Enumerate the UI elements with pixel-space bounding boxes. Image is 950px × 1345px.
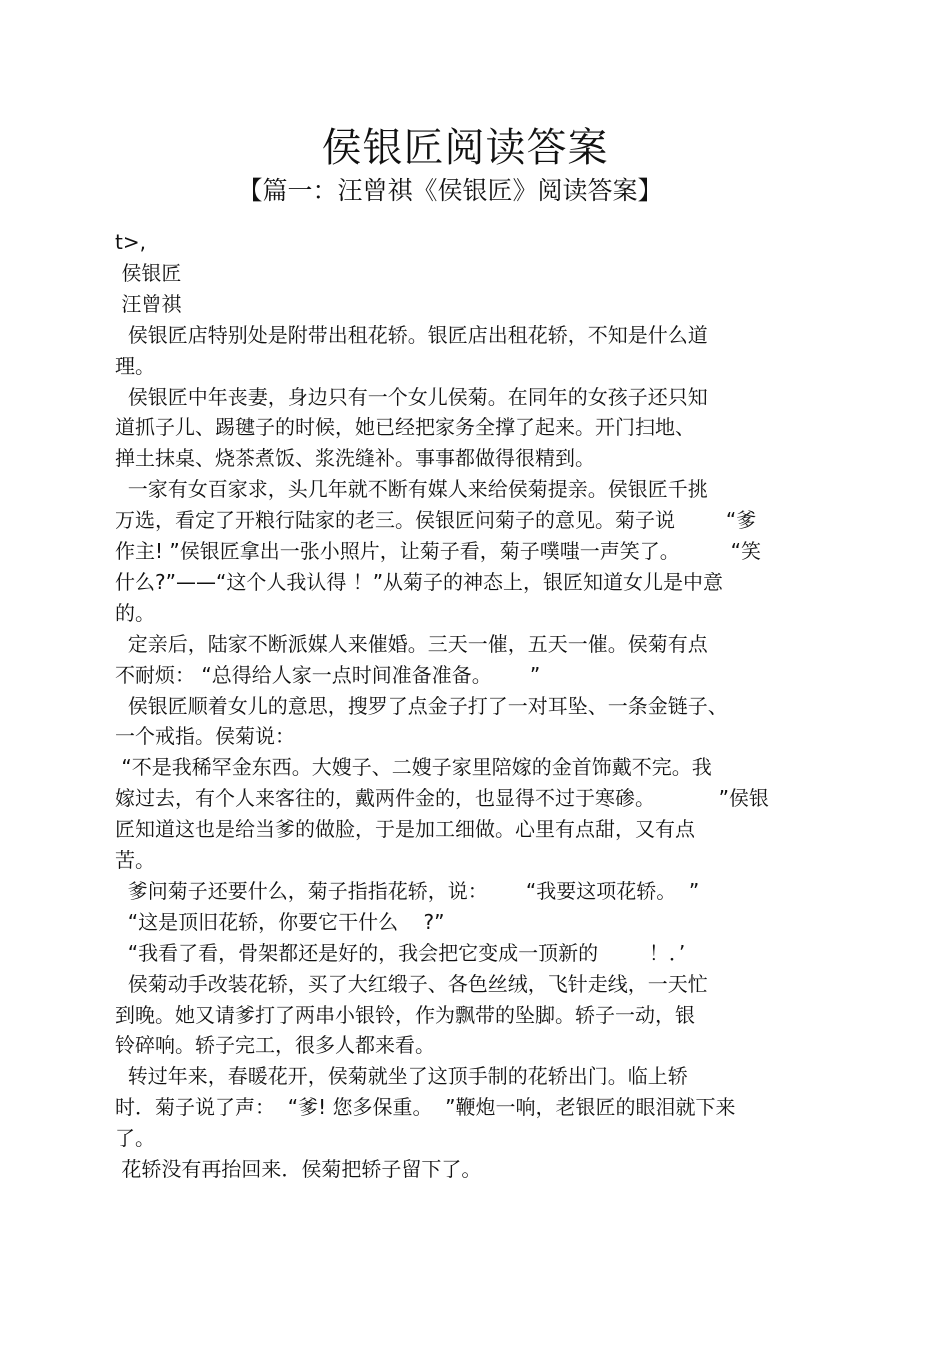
text-line: 爹问菊子还要什么，菊子指指花轿，说： “我要这项花轿。 ”	[115, 878, 700, 903]
text-line: 了。	[115, 1126, 155, 1151]
text-line: 苦。	[115, 848, 155, 872]
text-line: 侯银匠	[115, 260, 182, 285]
text-line: 一个戒指。侯菊说：	[115, 724, 295, 749]
text-line: 掸土抹桌、烧茶煮饭、浆洗缝补。事事都做得很精到。	[115, 446, 595, 471]
text-line: 侯银匠中年丧妻，身边只有一个女儿侯菊。在同年的女孩子还只知	[115, 384, 708, 409]
text-line: 定亲后，陆家不断派媒人来催婚。三天一催，五天一催。侯菊有点	[115, 631, 708, 656]
text-line: 铃碎响。轿子完工，很多人都来看。	[115, 1033, 435, 1058]
text-line: 什么?”——“这个人我认得 ！”从菊子的神态上，银匠知道女儿是中意	[115, 569, 724, 594]
text-line: 一家有女百家求，头几年就不断有媒人来给侯菊提亲。侯银匠千挑	[115, 477, 708, 502]
text-line: 侯银匠顺着女儿的意思，搜罗了点金子打了一对耳坠、一条金链子、	[115, 693, 728, 718]
text-line: 不耐烦： “总得给人家一点时间准备准备。 ”	[115, 662, 541, 687]
text-line: 嫁过去，有个人来客往的，戴两件金的，也显得不过于寒碜。 ”侯银	[115, 786, 769, 811]
text-line: 的。	[115, 600, 155, 625]
text-line: 到晚。她又请爹打了两串小银铃，作为飘带的坠脚。轿子一动，银	[115, 1002, 695, 1027]
text-line: 道抓子儿、踢毽子的时候，她已经把家务全撑了起来。开门扫地、	[115, 415, 695, 440]
document-title: 侯银匠阅读答案	[321, 125, 609, 171]
text-line: 转过年来，春暖花开，侯菊就坐了这顶手制的花轿出门。临上轿	[115, 1064, 688, 1089]
text-line: 时．菊子说了声： “爹! 您多保重。 ”鞭炮一响，老银匠的眼泪就下来	[115, 1095, 736, 1120]
text-line: 万选，看定了开粮行陆家的老三。侯银匠问菊子的意见。菊子说 “爹	[115, 508, 757, 533]
text-line: 作主! ”侯银匠拿出一张小照片，让菊子看，菊子噗嗤一声笑了。 “笑	[115, 539, 761, 563]
text-line: “我看了看，骨架都还是好的，我会把它变成一顶新的 ！．’	[115, 940, 686, 965]
text-line: “不是我稀罕金东西。大嫂子、二嫂子家里陪嫁的金首饰戴不完。我	[115, 755, 712, 780]
text-line: t>,	[115, 230, 146, 254]
text-line: 侯菊动手改装花轿，买了大红缎子、各色丝绒，飞针走线，一天忙	[115, 971, 708, 996]
text-line: “这是顶旧花轿，你要它干什么 ?”	[115, 909, 445, 934]
text-line: 汪曾祺	[115, 291, 182, 316]
text-line: 匠知道这也是给当爹的做脸，于是加工细做。心里有点甜，又有点	[115, 817, 695, 842]
text-line: 花轿没有再抬回来．侯菊把轿子留下了。	[115, 1157, 482, 1181]
text-line: 侯银匠店特别处是附带出租花轿。银匠店出租花轿，不知是什么道	[115, 322, 708, 347]
document-subtitle: 【篇一：汪曾祺《侯银匠》阅读答案】	[237, 176, 663, 205]
text-line: 理。	[115, 353, 155, 378]
